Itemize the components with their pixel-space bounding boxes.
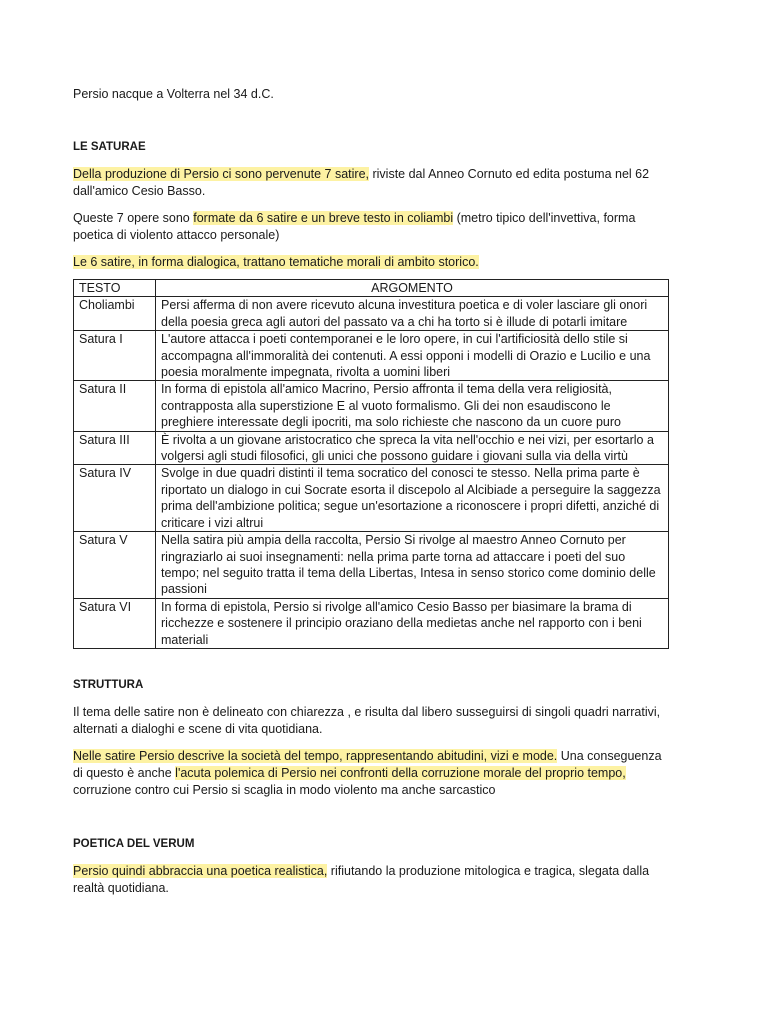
text-run: Queste 7 opere sono	[73, 211, 194, 225]
heading-struttura: STRUTTURA	[73, 678, 144, 691]
cell-argomento: L'autore attacca i poeti contemporanei e le loro opere, in cui l'artificiosità dello stile si accompagna all'immoralità dei contenuti. A essi opponi i modelli di Orazio e Lucilio e una poesia moralmente impegnata, rivolta a uomini liberi	[156, 331, 669, 381]
cell-testo: Satura VI	[74, 598, 156, 648]
cell-argomento: È rivolta a un giovane aristocratico che spreca la vita nell'occhio e nei vizi, per esortarlo a volgersi agli studi filosofici, gli unici che possono guidare i giovani sulla via della virtù	[156, 431, 669, 465]
text-run: corruzione contro cui Persio si scaglia in modo violento ma anche sarcastico	[73, 782, 496, 797]
table-row	[74, 431, 669, 465]
poetica-paragraph-1	[73, 863, 673, 897]
highlight: Nelle satire Persio descrive la società del tempo, rappresentando abitudini, vizi e mode.	[73, 748, 558, 763]
intro-line: Persio nacque a Volterra nel 34 d.C.	[73, 87, 274, 101]
text-run: (metro tipico dell'invettiva, forma poetica di violento attacco personale)	[73, 211, 636, 242]
header-testo: TESTO	[74, 280, 156, 297]
saturae-paragraph-3	[73, 254, 673, 271]
cell-argomento: In forma di epistola, Persio si rivolge all'amico Cesio Basso per biasimare la brama di ricchezze e sostenere il principio oraziano della medietas anche nel rapporto con i beni materiali	[156, 598, 669, 648]
highlight: l'acuta polemica di Persio nei confronti della corruzione morale del proprio tempo,	[175, 765, 626, 780]
highlight: formate da 6 satire e un breve testo in coliambi	[193, 211, 454, 225]
struttura-paragraph-2	[73, 748, 673, 799]
document-content	[73, 86, 673, 897]
table-header-row	[74, 280, 669, 297]
cell-argomento: Svolge in due quadri distinti il tema socratico del conosci te stesso. Nella prima parte è riportato un dialogo in cui Socrate esorta il discepolo al Alcibiade a perseguire la saggezza prima dell'ambizione politica; segue un'esortazione a riconoscere i propri difetti, anziché di criticare i vizi altrui	[156, 465, 669, 532]
cell-testo: Satura IV	[74, 465, 156, 532]
cell-testo: Choliambi	[74, 297, 156, 331]
satire-table	[73, 279, 669, 649]
heading-saturae: LE SATURAE	[73, 141, 146, 153]
struttura-paragraph-1: Il tema delle satire non è delineato con chiarezza , e risulta dal libero susseguirsi di singoli quadri narrativi, alternati a dialoghi e scene di vita quotidiana.	[73, 704, 661, 736]
table-row	[74, 381, 669, 431]
text-run: rifiutando la produzione mitologica e tragica, slegata dalla realtà quotidiana.	[73, 863, 650, 895]
text-run: riviste dal Anneo Cornuto ed edita postuma nel 62 dall'amico Cesio Basso.	[73, 167, 650, 198]
cell-testo: Satura III	[74, 431, 156, 465]
saturae-paragraph-1	[73, 166, 673, 200]
table-row	[74, 465, 669, 532]
highlight: Persio quindi abbraccia una poetica realistica,	[73, 863, 328, 878]
cell-argomento: Persi afferma di non avere ricevuto alcuna investitura poetica e di voler lasciare gli onori della poesia greca agli autori del passato va a chi ha torto si è illude di potarli imitare	[156, 297, 669, 331]
heading-poetica: POETICA DEL VERUM	[73, 837, 195, 850]
cell-argomento: In forma di epistola all'amico Macrino, Persio affronta il tema della vera religiosità, contrapposta alla superstizione E al vuoto formalismo. Gli dei non esaudiscono le preghiere interessate degli ipocriti, ma solo richieste che nascono da un cuore puro	[156, 381, 669, 431]
highlight: Della produzione di Persio ci sono pervenute 7 satire,	[73, 167, 370, 181]
table-row	[74, 297, 669, 331]
header-argomento: ARGOMENTO	[156, 280, 669, 297]
cell-testo: Satura I	[74, 331, 156, 381]
cell-testo: Satura V	[74, 532, 156, 599]
highlight: Le 6 satire, in forma dialogica, trattano tematiche morali di ambito storico.	[73, 255, 479, 269]
cell-testo: Satura II	[74, 381, 156, 431]
table-row	[74, 331, 669, 381]
table-row	[74, 598, 669, 648]
table-row	[74, 532, 669, 599]
cell-argomento: Nella satira più ampia della raccolta, Persio Si rivolge al maestro Anneo Cornuto per ringraziarlo ai suoi insegnamenti: nella prima parte torna ad attaccare i poeti del suo tempo; nel seguito tratta il tema della Libertas, Intesa in senso storico come dominio delle passioni	[156, 532, 669, 599]
saturae-paragraph-2	[73, 210, 673, 244]
text-run: Una conseguenza di questo è anche	[73, 748, 662, 780]
